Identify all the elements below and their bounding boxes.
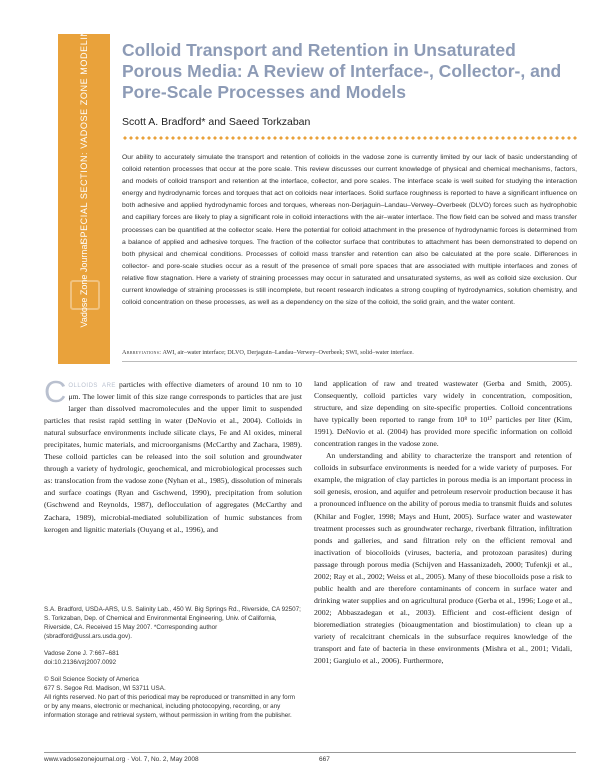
intro-paragraph: [44, 374, 303, 536]
paragraph-text: particles with effective diameters of around 10 nm to 10 μm. The lower limit of this size range corresponds to particles that are just larger than dissolved macromolecules and the upper limit to suspended particles that resist rapid settling in water (DeNovio et al., 2004). Colloids in natural subsurface environments include silicate clays, Fe and Al oxides, mineral precipitates, humic materials, and microorganisms (McCarthy and Zachara, 1989). These colloid particles can be released into the soil solution and groundwater through a variety of hydrologic, geochemical, and microbiological processes such as: translocation from the vadose zone (Nyhan et al., 1985), dissolution of minerals and surface coatings (Ryan and Gschwend, 1990), precipitation from solution (Gschwend and Reynolds, 1987), deflocculation of aggregates (McCarthy and Zachara, 1989), microbial-mediated solubilization of humic substances from kerogen and lignitic materials (Ouyang et al., 1996), and: [44, 380, 303, 534]
section-label: SPECIAL SECTION: VADOSE ZONE MODELING: [79, 21, 89, 245]
page-footer: [44, 752, 576, 763]
section-sidebar: [58, 21, 110, 364]
affiliation-note: S.A. Bradford, USDA-ARS, U.S. Salinity Lab., 450 W. Big Springs Rd., Riverside, CA 92507; S. Torkzaban, Dep. of Chemical and Environmental Engineering, Univ. of California, Riverside, CA. Received 15 May 2007. *Corresponding author (sbradford@ussl.ars.usda.gov).: [44, 606, 301, 640]
paragraph: An understanding and ability to characterize the transport and retention of colloids in subsurface environments is needed for a wide variety of purposes. For example, the migration of clay particles in porous media is an important process in soil genesis, erosion, and aquifer and petroleum reservoir production because it has a pronounced influence on the ability of porous media to transmit fluids and solutes (Khilar and Fogler, 1998; Mays and Hunt, 2005). Surface water and wastewater treatment processes such as groundwater recharge, riverbank filtration, infiltration ponds and galleries, and sand filtration rely on the efficient removal and inactivation of biocolloids (viruses, bacteria, and protozoan parasites) during passage through porous media (Schijven and Hassanizadeh, 2000; Tufenkji et al., 2002; Ray et al., 2002; Weiss et al., 2005). Many of these biocolloids pose a risk to public health and are therefore contaminants of concern in surface water and drinking water supplies and on agricultural produce (Gerba et al., 1996; Loge et al., 2002; Abbaszadegan et al., 2003). Efficient and cost-efficient design of bioremediation strategies (bioaugmentation and biostimulation) to clean up a variety of recalcitrant chemicals in the subsurface requires knowledge of the transport and fate of bacteria in these environments (Mishra et al., 2001; Vidali, 2001; Gargiulo et al., 2006). Furthermore,: [314, 451, 572, 666]
footer-journal-info: www.vadosezonejournal.org · Vol. 7, No. 2, May 2008: [44, 756, 199, 763]
body-column-left: [44, 374, 303, 536]
citation-doi: doi:10.2136/vzj2007.0092: [44, 659, 117, 666]
abbreviations-text: AWI, air–water interface; DLVO, Derjaguin–Landau–Verwey–Overbeek; SWI, solid–water interface.: [162, 349, 414, 356]
paragraph: land application of raw and treated wastewater (Gerba and Smith, 2005). Consequently, colloid particles vary widely in concentration, composition, structure, and size depending on site-specific properties. Colloid concentrations have typically been reported to range from 10⁸ to 10¹⁷ particles per liter (Kim, 1991). DeNovio et al. (2004) has provided more specific information on colloid concentration ranges in the vadose zone.: [314, 379, 572, 449]
article-notes: [44, 605, 302, 728]
lead-in: olloids are: [68, 379, 116, 389]
copyright-society: © Soil Science Society of America: [44, 676, 139, 683]
journal-label: Vadose Zone Journal: [79, 242, 89, 328]
copyright-rights: All rights reserved. No part of this periodical may be reproduced or transmitted in any form or by any means, electronic or mechanical, including photocopying, recording, or any information storage and retrieval system, without permission in writing from the publisher.: [44, 694, 295, 719]
article-title: Colloid Transport and Retention in Unsaturated Porous Media: A Review of Interface-, Collector-, and Pore-Scale Processes and Models: [122, 40, 562, 102]
copyright-note: [44, 675, 302, 720]
body-column-right: [314, 378, 572, 667]
abbreviations-label: Abbreviations:: [122, 349, 162, 356]
abstract: Our ability to accurately simulate the transport and retention of colloids in the vadose zone is currently limited by our lack of basic understanding of colloid retention processes that occur at the pore scale. This review discusses our current knowledge of physical and chemical mechanisms, factors, and models of colloid transport and retention at the interface, collector, and pore scales. The interface scale is well suited for studying the interaction energy and hydrodynamic forces and torques that act on colloids near interfaces. Solid surface roughness is reported to have a significant influence on both adhesive and applied hydrodynamic forces and torques, whereas non-Derjaguin–Landau–Verwey–Overbeek (DLVO) forces such as hydrophobic and capillary forces are likely to play a significant role in colloid interactions with the air–water interface. The flow field can be solved and mass transfer processes can be quantified at the collector scale. Here the potential for colloid attachment in the presence of hydrodynamic forces is determined from a balance of applied and adhesive torques. The fraction of the collector surface that contributes to attachment has been demonstrated to depend on both physical and chemical conditions. Processes of colloid mass transfer and retention can also be calculated at the pore scale. Differences in collector- and pore-scale studies occur as a result of the presence of small pore spaces that are associated with multiple interfaces and zones of relative flow stagnation. Here a variety of straining processes may occur in saturated and unsaturated systems, as well as colloid size exclusion. Our current knowledge of straining processes is still incomplete, but recent research indicates a strong coupling of hydrodynamics, solution chemistry, and colloid concentration on these processes, as well as a dependency on the size of the colloid, the solid grain, and the water content.: [122, 154, 577, 307]
citation-note: [44, 649, 302, 667]
article-authors: Scott A. Bradford* and Saeed Torkzaban: [122, 116, 311, 128]
copyright-address: 677 S. Segoe Rd. Madison, WI 53711 USA.: [44, 685, 166, 692]
abstract-rule: [122, 361, 577, 362]
dotted-divider: [122, 135, 577, 141]
abbreviations: [122, 349, 577, 356]
drop-cap: C: [44, 374, 67, 409]
citation-journal: Vadose Zone J. 7:667–681: [44, 650, 120, 657]
page-number: 667: [319, 756, 330, 763]
